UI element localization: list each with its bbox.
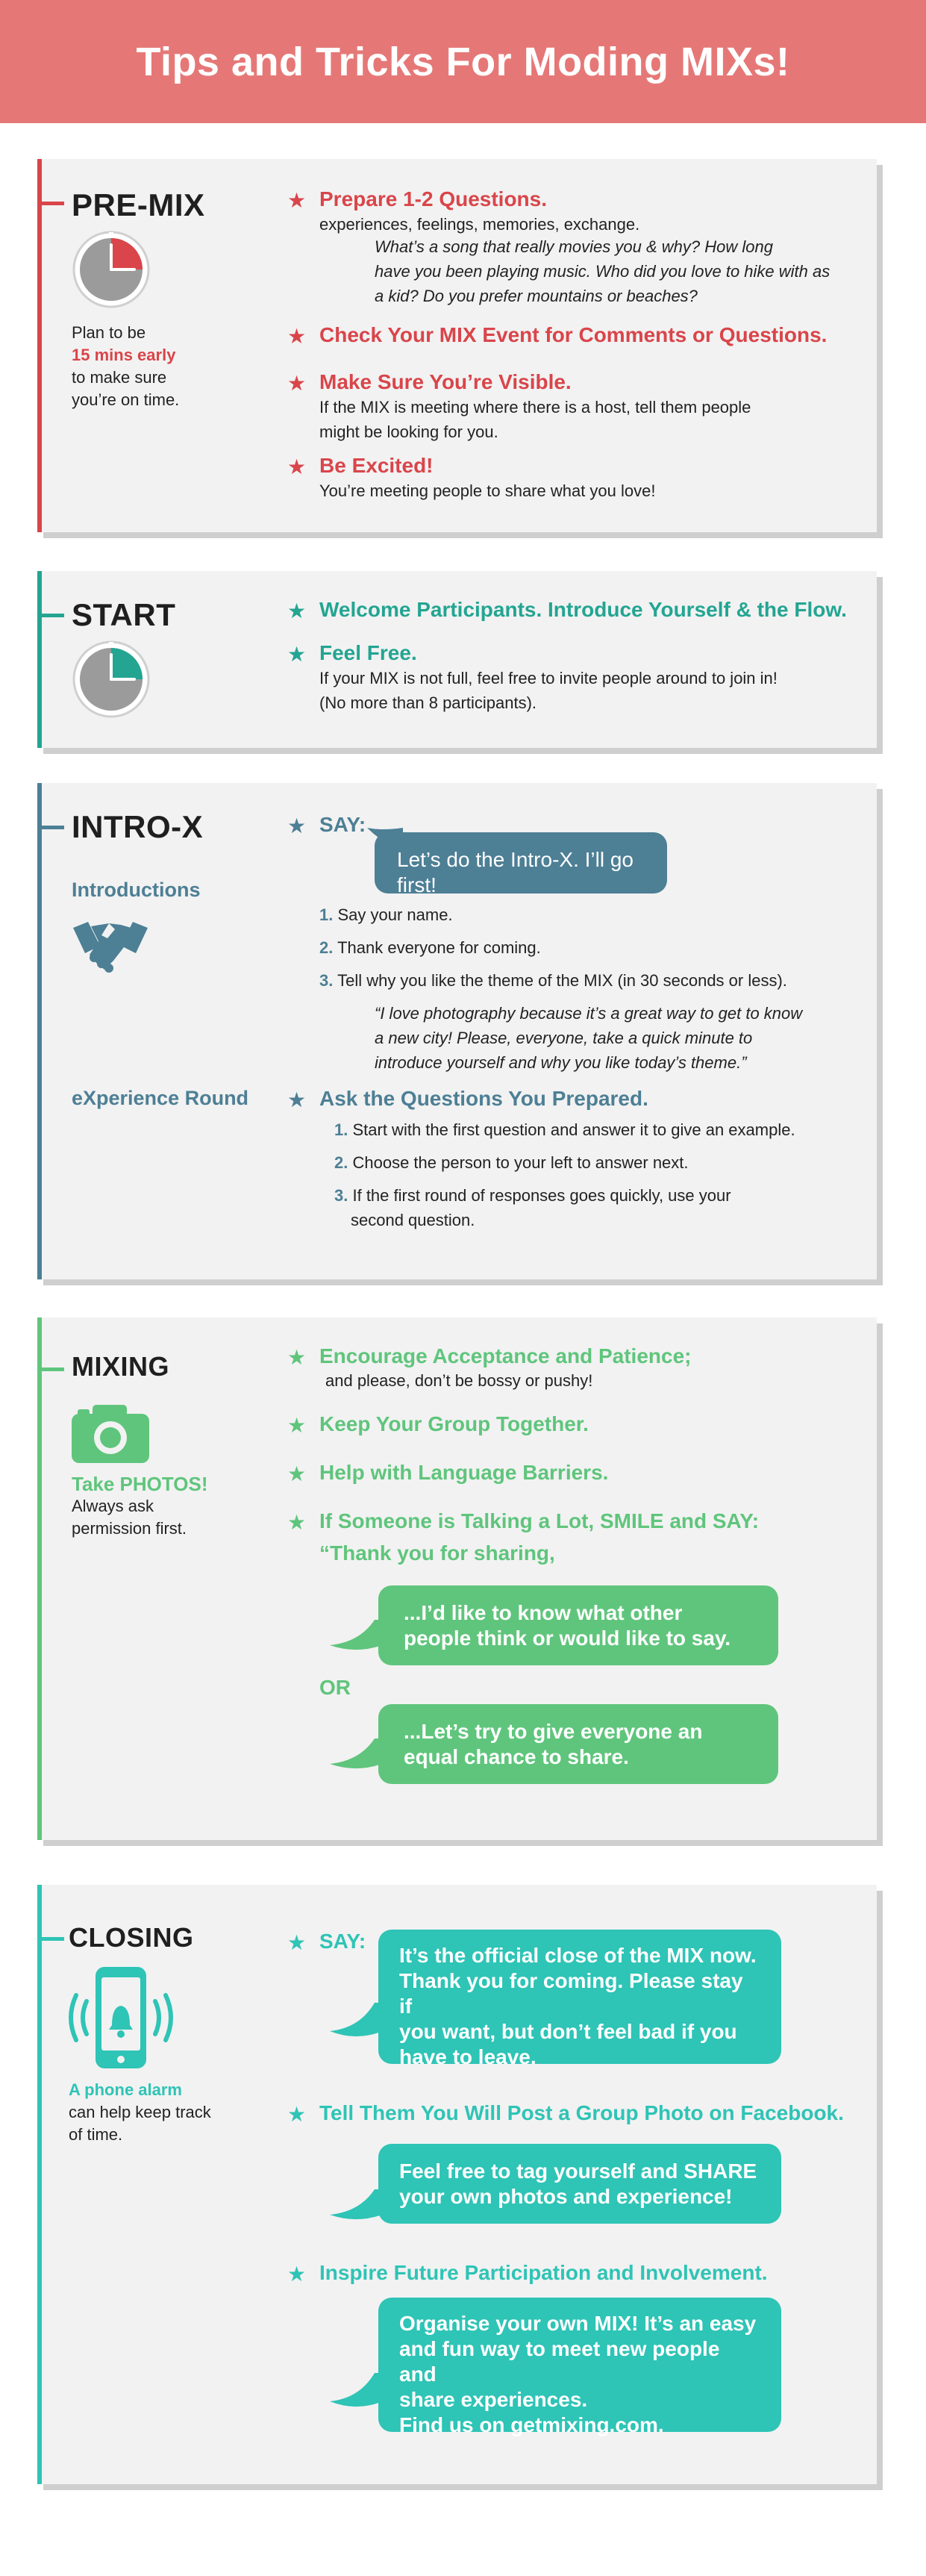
mixing-side-label: Take PHOTOS! [72, 1473, 208, 1495]
start-item2-body [319, 666, 778, 715]
mixing-bubble1-line1: ...I’d like to know what other [404, 1601, 683, 1624]
star-icon: ★ [287, 599, 307, 623]
star-icon: ★ [287, 372, 307, 395]
premix-item4-body: You’re meeting people to share what you love! [319, 481, 656, 500]
star-icon: ★ [287, 1931, 307, 1954]
mixing-title: MIXING [72, 1351, 170, 1382]
closing-accent-tick [37, 1937, 64, 1941]
mixing-accent-tick [37, 1367, 64, 1371]
introx-ask-heading: Ask the Questions You Prepared. [319, 1087, 648, 1110]
closing-bubble1-line3: you want, but don’t feel bad if you [399, 2020, 737, 2043]
mixing-side-note [72, 1473, 208, 1540]
mixing-item2-heading: Keep Your Group Together. [319, 1412, 589, 1435]
mixing-card [37, 1317, 877, 1840]
premix-item2-heading: Check Your MIX Event for Comments or Questions. [319, 323, 828, 346]
page-title: Tips and Tricks For Moding MIXs! [136, 39, 790, 84]
closing-bubble3-line3: share experiences. [399, 2388, 588, 2411]
step-number: 3. [334, 1186, 348, 1205]
step-text: If the first round of responses goes quickly, use your [352, 1186, 731, 1205]
start-accent-tick [37, 614, 64, 617]
closing-bubble1-line4: have to leave. [399, 2045, 536, 2068]
handshake-icon [72, 917, 149, 976]
star-icon: ★ [287, 1462, 307, 1485]
introx-quote-line3: introduce yourself and why you like today’s theme.” [375, 1053, 747, 1072]
mixing-item4-heading: If Someone is Talking a Lot, SMILE and SAY: [319, 1509, 760, 1532]
step-number: 1. [334, 1120, 348, 1139]
introx-title: INTRO-X [72, 809, 204, 844]
mixing-bubble1-line2: people think or would like to say. [404, 1627, 731, 1650]
closing-item2-heading: Tell Them You Will Post a Group Photo on Facebook. [319, 2101, 844, 2124]
closing-bubble3-line1: Organise your own MIX! It’s an easy [399, 2312, 757, 2335]
phone-alarm-icon [67, 1967, 175, 2068]
star-icon: ★ [287, 1511, 307, 1534]
star-icon: ★ [287, 455, 307, 478]
clock-icon [72, 640, 151, 719]
star-icon: ★ [287, 189, 307, 212]
closing-side-line1: can help keep track [69, 2103, 211, 2121]
mixing-side-line1: Always ask [72, 1497, 154, 1515]
start-item1-heading: Welcome Participants. Introduce Yourself & the Flow. [319, 598, 847, 621]
star-icon: ★ [287, 643, 307, 666]
star-icon: ★ [287, 2262, 307, 2286]
introx-quote-line1: “I love photography because it’s a great way to get to know [375, 1004, 803, 1023]
mixing-item1-heading: Encourage Acceptance and Patience; [319, 1344, 692, 1367]
premix-item1-sub: experiences, feelings, memories, exchange. [319, 215, 640, 234]
premix-item3-line1: If the MIX is meeting where there is a host, tell them people [319, 398, 751, 417]
mixing-bubble-2 [378, 1704, 778, 1784]
premix-accent-bar [37, 159, 42, 532]
premix-item1-heading: Prepare 1-2 Questions. [319, 187, 548, 210]
closing-bubble1-line1: It’s the official close of the MIX now. [399, 1944, 757, 1967]
premix-title: PRE-MIX [72, 187, 205, 222]
start-card [37, 571, 877, 748]
mixing-item3-heading: Help with Language Barriers. [319, 1461, 609, 1484]
premix-quote-line3: a kid? Do you prefer mountains or beaches? [375, 287, 698, 305]
star-icon: ★ [287, 1088, 307, 1111]
xp-step2 [334, 1150, 689, 1175]
closing-side-line2: of time. [69, 2125, 123, 2144]
premix-side-line1: Plan to be [72, 323, 146, 342]
page-header [0, 0, 926, 123]
premix-item3-heading: Make Sure You’re Visible. [319, 370, 572, 393]
start-item2-line1: If your MIX is not full, feel free to invite people around to join in! [319, 669, 778, 687]
start-item2-line2: (No more than 8 participants). [319, 693, 537, 712]
premix-side-emph: 15 mins early [72, 346, 176, 364]
step-text: Start with the first question and answer it to give an example. [352, 1120, 795, 1139]
closing-side-label: A phone alarm [69, 2080, 182, 2099]
premix-quote-line1: What’s a song that really movies you & why? How long [375, 237, 773, 256]
introx-bubble: Let’s do the Intro-X. I’ll go first! [375, 832, 667, 894]
closing-bubble2-line1: Feel free to tag yourself and SHARE [399, 2159, 757, 2183]
camera-icon [72, 1403, 149, 1463]
mixing-bubble2-line2: equal chance to share. [404, 1745, 629, 1768]
introx-step1 [319, 902, 453, 927]
mixing-item4-sub: “Thank you for sharing, [319, 1541, 555, 1565]
premix-side-note [72, 322, 179, 411]
step-text: Tell why you like the theme of the MIX (in 30 seconds or less). [337, 971, 787, 990]
step-text-continued: second question. [351, 1211, 475, 1229]
mixing-or: OR [319, 1676, 351, 1699]
closing-title: CLOSING [69, 1922, 194, 1953]
premix-side-line3: to make sure [72, 368, 167, 387]
introx-quote-line2: a new city! Please, everyone, take a quick minute to [375, 1029, 753, 1047]
step-number: 2. [334, 1153, 348, 1172]
closing-bubble2-line2: your own photos and experience! [399, 2185, 733, 2208]
premix-item4-heading: Be Excited! [319, 454, 434, 477]
start-title: START [72, 597, 176, 632]
closing-bubble3-line2: and fun way to meet new people and [399, 2337, 720, 2386]
step-text: Say your name. [337, 905, 453, 924]
mixing-item1-body: and please, don’t be bossy or pushy! [325, 1371, 593, 1390]
premix-item3-body [319, 395, 751, 444]
star-icon: ★ [287, 814, 307, 838]
closing-card [37, 1885, 877, 2484]
xp-step3 [334, 1183, 731, 1232]
premix-side-line4: you’re on time. [72, 390, 180, 409]
closing-bubble-3 [378, 2298, 781, 2436]
experience-round-label: eXperience Round [72, 1087, 249, 1109]
step-number: 3. [319, 971, 334, 990]
start-accent-bar [37, 571, 42, 748]
premix-quote-line2: have you been playing music. Who did you love to hike with as [375, 262, 830, 281]
step-number: 1. [319, 905, 334, 924]
introductions-label: Introductions [72, 879, 201, 901]
introx-card [37, 783, 877, 1279]
introx-say-label: SAY: [319, 813, 366, 836]
mixing-bubble-1 [378, 1585, 778, 1665]
mixing-side-line2: permission first. [72, 1519, 187, 1538]
step-text: Choose the person to your left to answer next. [352, 1153, 689, 1172]
closing-bubble3-line4: Find us on getmixing.com. [399, 2413, 664, 2436]
clock-icon [72, 230, 151, 309]
closing-bubble-2 [378, 2144, 781, 2224]
premix-item3-line2: might be looking for you. [319, 422, 498, 441]
introx-accent-bar [37, 783, 42, 1279]
introx-quote [375, 1001, 802, 1075]
closing-side-note [69, 2079, 211, 2146]
closing-bubble-1 [378, 1930, 781, 2068]
closing-say-label: SAY: [319, 1930, 366, 1953]
premix-card [37, 159, 877, 532]
star-icon: ★ [287, 1346, 307, 1369]
mixing-accent-bar [37, 1317, 42, 1840]
step-number: 2. [319, 938, 334, 957]
premix-item1-quote [375, 234, 830, 308]
introx-step2 [319, 935, 541, 960]
premix-accent-tick [37, 202, 64, 205]
start-item2-heading: Feel Free. [319, 641, 417, 664]
star-icon: ★ [287, 1414, 307, 1437]
closing-item3-heading: Inspire Future Participation and Involvement. [319, 2261, 768, 2284]
introx-step3 [319, 968, 787, 993]
star-icon: ★ [287, 325, 307, 348]
closing-accent-bar [37, 1885, 42, 2484]
step-text: Thank everyone for coming. [337, 938, 541, 957]
xp-step1 [334, 1117, 795, 1142]
star-icon: ★ [287, 2103, 307, 2126]
introx-accent-tick [37, 826, 64, 829]
mixing-bubble2-line1: ...Let’s try to give everyone an [404, 1720, 703, 1743]
closing-bubble1-line2: Thank you for coming. Please stay if [399, 1969, 743, 2018]
